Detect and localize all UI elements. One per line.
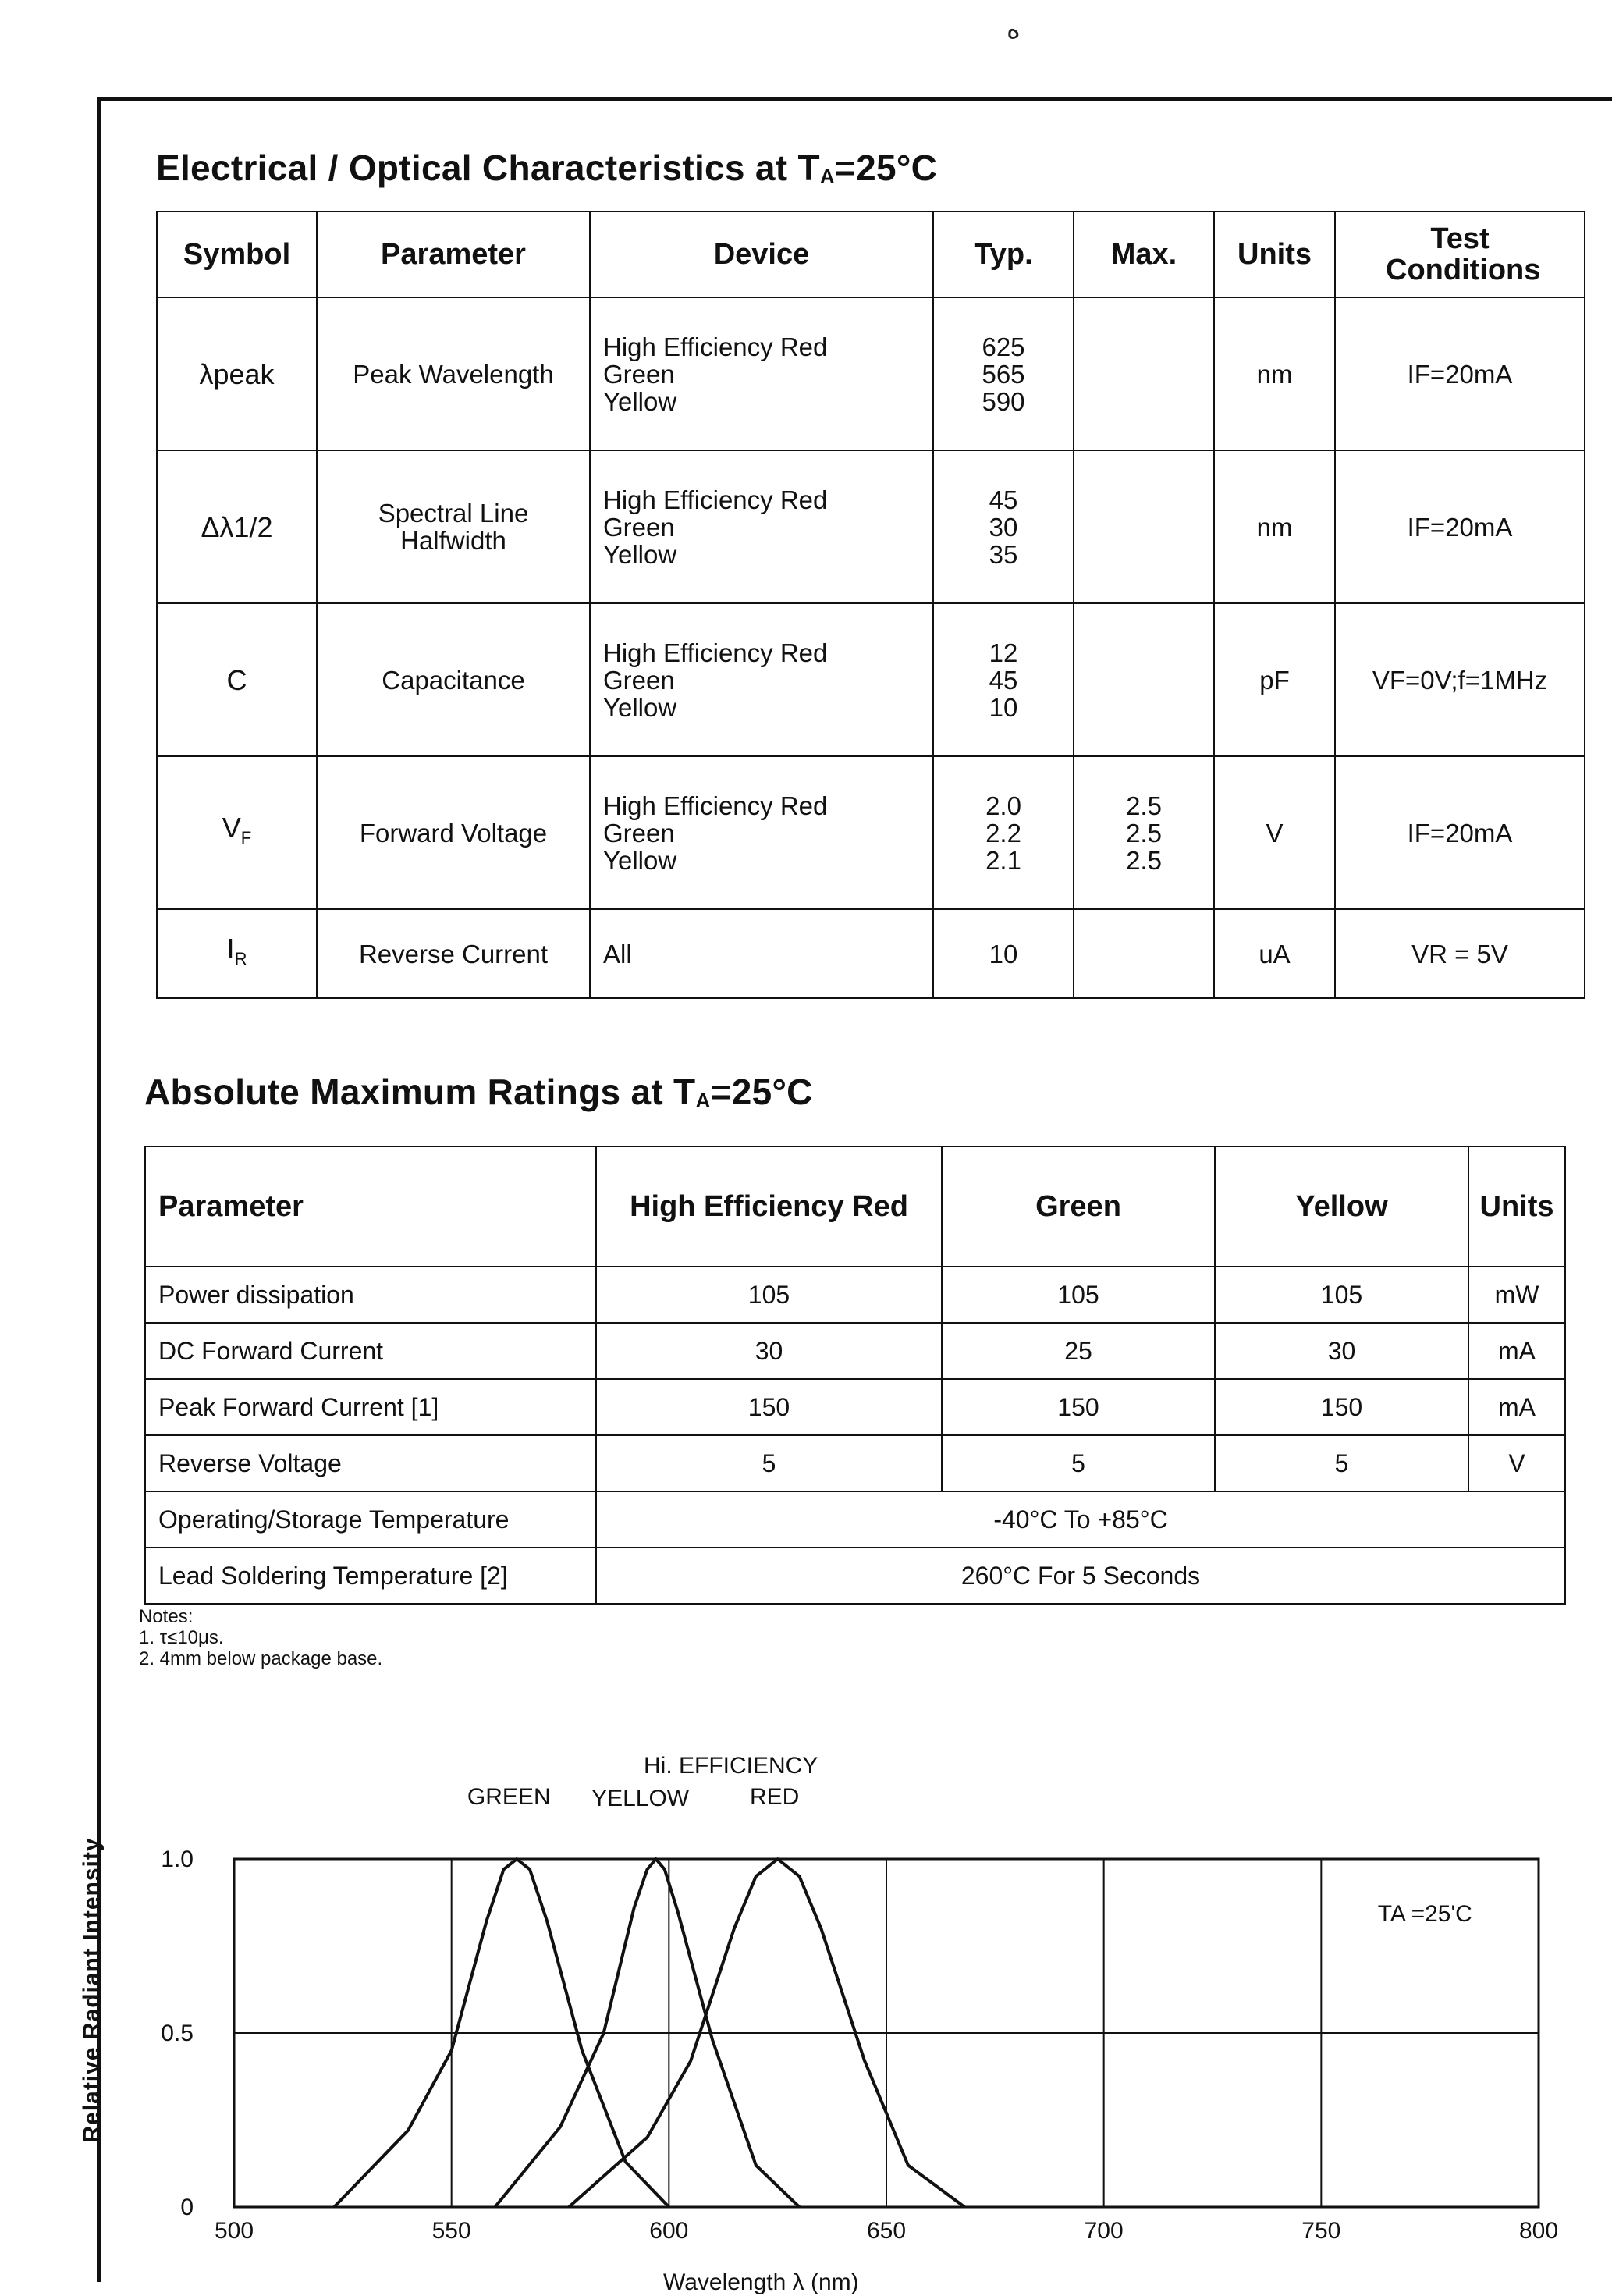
x-tick-label: 700 xyxy=(1084,2218,1124,2244)
x-tick-label: 800 xyxy=(1518,2218,1559,2244)
notes xyxy=(139,1606,382,1669)
symbol-cell: C xyxy=(157,603,317,756)
span-value-cell: -40°C To +85°C xyxy=(596,1491,1565,1548)
units-cell: mA xyxy=(1468,1323,1565,1379)
units-cell: V xyxy=(1214,756,1335,909)
spectrum-chart xyxy=(0,1717,1612,2282)
note-item: 1. τ≤10μs. xyxy=(139,1627,224,1648)
header-yellow: Yellow xyxy=(1215,1146,1468,1267)
parameter-cell: Reverse Voltage xyxy=(145,1435,596,1491)
parameter-cell: Power dissipation xyxy=(145,1267,596,1323)
her-cell: 105 xyxy=(596,1267,942,1323)
table-row xyxy=(157,297,1585,450)
header-units: Units xyxy=(1468,1146,1565,1267)
max-cell xyxy=(1074,297,1214,450)
table-row xyxy=(145,1435,1565,1491)
device-cell: All xyxy=(590,909,933,998)
typ-cell: 625 565 590 xyxy=(933,297,1074,450)
yellow-cell: 30 xyxy=(1215,1323,1468,1379)
header-test-conditions: Test Conditions xyxy=(1335,211,1585,297)
symbol-cell xyxy=(157,909,317,998)
her-cell: 150 xyxy=(596,1379,942,1435)
series-label-red-line1: Hi. EFFICIENCY xyxy=(643,1753,818,1779)
x-tick-label: 650 xyxy=(866,2218,907,2244)
x-tick-label: 750 xyxy=(1301,2218,1341,2244)
symbol-cell xyxy=(157,756,317,909)
her-cell: 5 xyxy=(596,1435,942,1491)
units-cell: mA xyxy=(1468,1379,1565,1435)
x-tick-label: 600 xyxy=(649,2218,689,2244)
table-row xyxy=(157,756,1585,909)
device-cell: High Efficiency Red Green Yellow xyxy=(590,603,933,756)
table-row xyxy=(157,450,1585,603)
typ-cell: 2.0 2.2 2.1 xyxy=(933,756,1074,909)
header-parameter: Parameter xyxy=(317,211,590,297)
symbol-cell: Δλ1/2 xyxy=(157,450,317,603)
x-tick-label: 550 xyxy=(431,2218,471,2244)
green-cell: 105 xyxy=(942,1267,1215,1323)
table-header-row xyxy=(157,211,1585,297)
absolute-max-title: Absolute Maximum Ratings at $T_A=25^\circ C$ xyxy=(144,1072,813,1112)
max-cell xyxy=(1074,603,1214,756)
header-symbol: Symbol xyxy=(157,211,317,297)
conditions-cell: VR = 5V xyxy=(1335,909,1585,998)
typ-cell: 45 30 35 xyxy=(933,450,1074,603)
scan-mark: ه xyxy=(1007,15,1021,44)
table-row xyxy=(145,1548,1565,1604)
parameter-cell: DC Forward Current xyxy=(145,1323,596,1379)
table-header-row xyxy=(145,1146,1565,1267)
yellow-cell: 5 xyxy=(1215,1435,1468,1491)
span-value-cell: 260°C For 5 Seconds xyxy=(596,1548,1565,1604)
table-row xyxy=(157,603,1585,756)
device-cell: High Efficiency Red Green Yellow xyxy=(590,297,933,450)
vf-symbol: $V_F$ xyxy=(222,811,252,848)
notes-title: Notes: xyxy=(139,1606,194,1627)
header-device: Device xyxy=(590,211,933,297)
conditions-cell: IF=20mA xyxy=(1335,450,1585,603)
electrical-optical-table xyxy=(156,211,1585,999)
typ-cell: 12 45 10 xyxy=(933,603,1074,756)
units-cell: uA xyxy=(1214,909,1335,998)
chart-annotation: TA =25'C xyxy=(1377,1901,1472,1927)
header-her: High Efficiency Red xyxy=(596,1146,942,1267)
conditions-cell: IF=20mA xyxy=(1335,756,1585,909)
table-row xyxy=(145,1379,1565,1435)
electrical-optical-title: Electrical / Optical Characteristics at $T_A=25^\circ C$ xyxy=(156,147,938,188)
units-cell: nm xyxy=(1214,450,1335,603)
green-cell: 150 xyxy=(942,1379,1215,1435)
y-tick-label: 1.0 xyxy=(161,1846,194,1872)
parameter-cell: Peak Forward Current [1] xyxy=(145,1379,596,1435)
y-tick-label: 0 xyxy=(180,2195,194,2220)
conditions-cell: IF=20mA xyxy=(1335,297,1585,450)
table-row xyxy=(145,1323,1565,1379)
units-cell: nm xyxy=(1214,297,1335,450)
yellow-cell: 105 xyxy=(1215,1267,1468,1323)
units-cell: pF xyxy=(1214,603,1335,756)
parameter-cell: Capacitance xyxy=(317,603,590,756)
ir-symbol: $I_R$ xyxy=(226,932,247,969)
parameter-cell: Peak Wavelength xyxy=(317,297,590,450)
series-label-red-line2: RED xyxy=(749,1784,800,1810)
parameter-cell: Spectral Line Halfwidth xyxy=(317,450,590,603)
device-cell: High Efficiency Red Green Yellow xyxy=(590,450,933,603)
max-cell xyxy=(1074,450,1214,603)
yellow-cell: 150 xyxy=(1215,1379,1468,1435)
units-cell: mW xyxy=(1468,1267,1565,1323)
header-typ: Typ. xyxy=(933,211,1074,297)
absolute-max-table xyxy=(144,1146,1566,1605)
green-cell: 25 xyxy=(942,1323,1215,1379)
parameter-cell: Forward Voltage xyxy=(317,756,590,909)
chart-x-label: Wavelength λ (nm) xyxy=(663,2269,859,2295)
max-cell: 2.5 2.5 2.5 xyxy=(1074,756,1214,909)
parameter-cell: Reverse Current xyxy=(317,909,590,998)
header-units: Units xyxy=(1214,211,1335,297)
conditions-cell: VF=0V;f=1MHz xyxy=(1335,603,1585,756)
units-cell: V xyxy=(1468,1435,1565,1491)
chart-y-label: Relative Radiant Intensity xyxy=(79,1837,105,2143)
x-tick-label: 500 xyxy=(214,2218,254,2244)
symbol-cell: λpeak xyxy=(157,297,317,450)
parameter-cell: Lead Soldering Temperature [2] xyxy=(145,1548,596,1604)
her-cell: 30 xyxy=(596,1323,942,1379)
parameter-cell: Operating/Storage Temperature xyxy=(145,1491,596,1548)
y-tick-label: 0.5 xyxy=(161,2021,194,2046)
max-cell xyxy=(1074,909,1214,998)
header-green: Green xyxy=(942,1146,1215,1267)
table-row xyxy=(145,1491,1565,1548)
note-item: 2. 4mm below package base. xyxy=(139,1648,383,1669)
table-row xyxy=(157,909,1585,998)
header-parameter: Parameter xyxy=(145,1146,596,1267)
table-row xyxy=(145,1267,1565,1323)
header-max: Max. xyxy=(1074,211,1214,297)
page-frame-top xyxy=(97,97,1612,101)
device-cell: High Efficiency Red Green Yellow xyxy=(590,756,933,909)
series-label-yellow: YELLOW xyxy=(591,1786,690,1811)
typ-cell: 10 xyxy=(933,909,1074,998)
series-label-green: GREEN xyxy=(467,1784,551,1810)
green-cell: 5 xyxy=(942,1435,1215,1491)
